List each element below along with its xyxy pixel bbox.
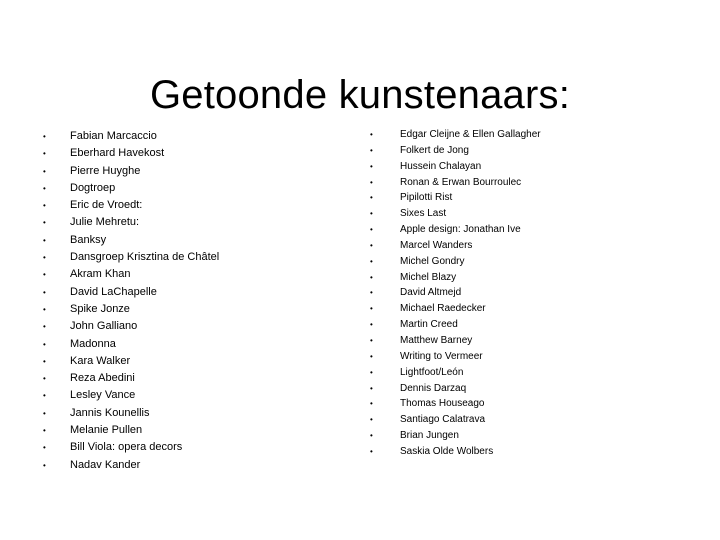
- artist-list-item: [43, 197, 219, 214]
- bullet-icon: •: [43, 183, 46, 193]
- artist-list-item: [370, 159, 541, 175]
- bullet-icon: •: [370, 145, 373, 155]
- artist-list-item: [43, 422, 219, 439]
- bullet-icon: •: [43, 426, 46, 436]
- artist-name: Michel Gondry: [400, 255, 465, 267]
- artist-list-item: [370, 238, 541, 254]
- bullet-icon: •: [43, 374, 46, 384]
- artist-name: Apple design: Jonathan Ive: [400, 224, 521, 236]
- bullet-icon: •: [370, 335, 373, 345]
- bullet-icon: •: [43, 391, 46, 401]
- artist-list-item: [43, 336, 219, 353]
- artist-list-item: [43, 318, 219, 335]
- artist-name: Akram Khan: [70, 268, 131, 281]
- artist-list-item: [43, 439, 219, 456]
- bullet-icon: •: [370, 225, 373, 235]
- artist-name: Folkert de Jong: [400, 144, 469, 156]
- artist-name: Dennis Darzaq: [400, 382, 467, 394]
- artist-list-item: [43, 232, 219, 249]
- artist-name: Dansgroep Krisztina de Châtel: [70, 251, 220, 264]
- artist-list-item: [370, 222, 541, 238]
- artist-name: Brian Jungen: [400, 430, 459, 442]
- artist-list-item: [43, 163, 219, 180]
- artist-name: Pipilotti Rist: [400, 192, 453, 204]
- artist-name: Pierre Huyghe: [70, 164, 141, 177]
- artist-list-item: [370, 365, 541, 381]
- artist-list-item: [370, 301, 541, 317]
- artist-name: Eberhard Havekost: [70, 147, 165, 160]
- artist-list-item: [370, 317, 541, 333]
- bullet-icon: •: [43, 201, 46, 211]
- artist-list-item: [370, 412, 541, 428]
- bullet-icon: •: [43, 339, 46, 349]
- artist-name: Reza Abedini: [70, 372, 135, 385]
- artist-list-item: [370, 175, 541, 191]
- artist-list-item: [43, 405, 219, 422]
- artist-name: Melanie Pullen: [70, 424, 143, 437]
- bullet-icon: •: [43, 460, 46, 470]
- artist-list-item: [43, 128, 219, 145]
- slide-title: Getoonde kunstenaars:: [149, 72, 571, 117]
- artist-list-item: [370, 349, 541, 365]
- artist-list-item: [370, 444, 541, 460]
- artist-name: Fabian Marcaccio: [70, 130, 157, 142]
- artist-list-item: [370, 270, 541, 286]
- artist-list-item: [43, 457, 219, 474]
- bullet-icon: •: [43, 235, 46, 245]
- bullet-icon: •: [43, 253, 46, 263]
- artist-name: Michael Raedecker: [400, 303, 486, 315]
- artist-list-item: [43, 214, 219, 231]
- artist-name: Santiago Calatrava: [400, 414, 486, 426]
- artist-list-item: [43, 370, 219, 387]
- bullet-icon: •: [43, 408, 46, 418]
- bullet-icon: •: [43, 356, 46, 366]
- artist-name: Matthew Barney: [400, 334, 473, 346]
- artist-name: David Altmejd: [400, 287, 462, 299]
- bullet-icon: •: [370, 272, 373, 282]
- bullet-icon: •: [43, 149, 46, 159]
- artist-name: Lightfoot/León: [400, 366, 464, 378]
- artist-name: Writing to Vermeer: [400, 350, 483, 362]
- bullet-icon: •: [370, 130, 373, 139]
- artist-name: Ronan & Erwan Bourroulec: [400, 176, 522, 188]
- bullet-icon: •: [370, 415, 373, 425]
- bullet-icon: •: [370, 367, 373, 377]
- artist-name: Madonna: [70, 337, 116, 350]
- artist-name: Martin Creed: [400, 319, 458, 331]
- artist-list-item: [370, 254, 541, 270]
- artist-name: Dogtroep: [70, 181, 116, 194]
- artist-list-item: [370, 428, 541, 444]
- artist-list-item: [43, 284, 219, 301]
- bullet-icon: •: [370, 431, 373, 441]
- artist-list-item: [43, 180, 219, 197]
- artist-name: Edgar Cleijne & Ellen Gallagher: [400, 129, 541, 140]
- artist-name: Jannis Kounellis: [70, 406, 150, 419]
- artist-list-item: [43, 353, 219, 370]
- artist-list-item: [370, 127, 541, 143]
- bullet-icon: •: [370, 288, 373, 298]
- bullet-icon: •: [370, 304, 373, 314]
- artist-list-item: [370, 190, 541, 206]
- artist-name: Nadav Kander: [70, 458, 141, 471]
- artist-list-item: [43, 145, 219, 162]
- bullet-icon: •: [370, 320, 373, 330]
- bullet-icon: •: [370, 240, 373, 250]
- artist-name: Kara Walker: [70, 354, 131, 367]
- bullet-icon: •: [370, 256, 373, 266]
- artist-list-item: [370, 206, 541, 222]
- artist-list-item: [43, 301, 219, 318]
- artist-list-item: [370, 381, 541, 397]
- bullet-icon: •: [43, 270, 46, 280]
- bullet-icon: •: [370, 193, 373, 203]
- artist-list-item: [43, 249, 220, 266]
- bullet-icon: •: [370, 383, 373, 393]
- bullet-icon: •: [43, 287, 46, 297]
- artist-name: Hussein Chalayan: [400, 160, 482, 172]
- bullet-icon: •: [43, 218, 46, 228]
- artist-list-left: [43, 128, 220, 474]
- artist-list-item: [43, 387, 219, 404]
- artist-name: Lesley Vance: [70, 389, 136, 402]
- bullet-icon: •: [370, 351, 373, 361]
- bullet-icon: •: [43, 322, 46, 332]
- bullet-icon: •: [43, 132, 46, 141]
- bullet-icon: •: [43, 166, 46, 176]
- artist-name: Eric de Vroedt:: [70, 199, 143, 212]
- artist-name: Julie Mehretu:: [70, 216, 140, 229]
- bullet-icon: •: [370, 177, 373, 187]
- artist-list-item: [43, 266, 219, 283]
- artist-name: Michel Blazy: [400, 271, 457, 283]
- bullet-icon: •: [370, 399, 373, 409]
- bullet-icon: •: [43, 443, 46, 453]
- artist-name: Thomas Houseago: [400, 398, 485, 410]
- artist-name: Sixes Last: [400, 208, 447, 220]
- artist-list-right: [370, 127, 541, 460]
- bullet-icon: •: [43, 304, 46, 314]
- artist-list-item: [370, 396, 541, 412]
- bullet-icon: •: [370, 209, 373, 219]
- artist-name: John Galliano: [70, 320, 138, 333]
- artist-name: Spike Jonze: [70, 302, 130, 315]
- artist-name: Saskia Olde Wolbers: [400, 445, 494, 457]
- bullet-icon: •: [370, 446, 373, 456]
- artist-name: David LaChapelle: [70, 285, 157, 298]
- artist-list-item: [370, 285, 541, 301]
- bullet-icon: •: [370, 161, 373, 171]
- artist-name: Bill Viola: opera decors: [70, 441, 183, 454]
- artist-list-item: [370, 143, 541, 159]
- artist-name: Marcel Wanders: [400, 239, 473, 251]
- artist-list-item: [370, 333, 541, 349]
- artist-name: Banksy: [70, 233, 107, 246]
